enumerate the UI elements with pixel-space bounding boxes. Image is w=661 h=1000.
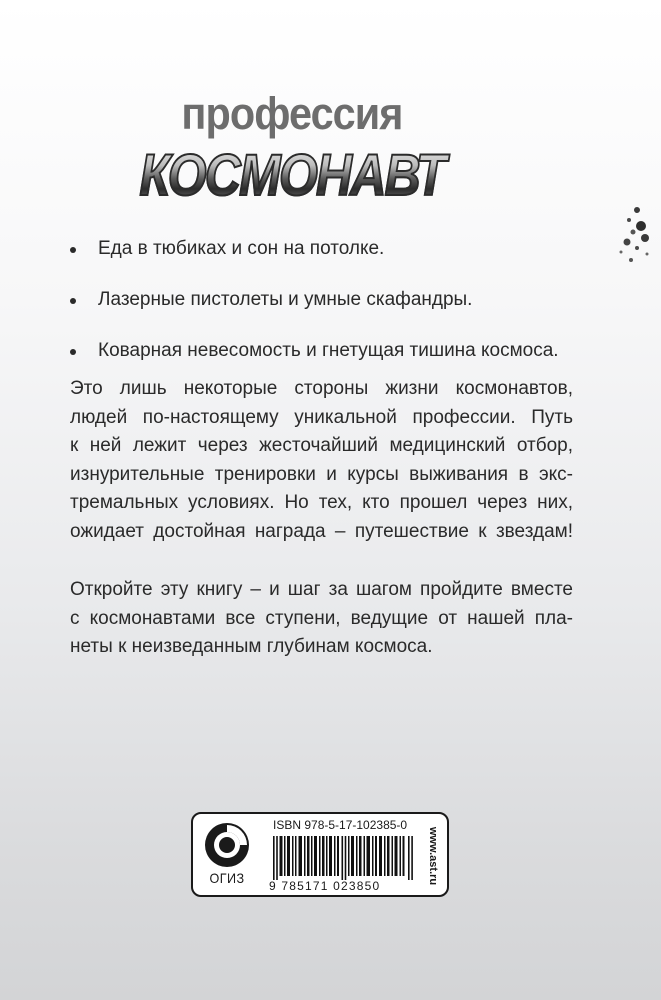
list-item [70,287,630,313]
title-cosmonaut: КОСМОНАВТ [41,142,543,209]
text-line: с космонавтами все ступени, ведущие от нашей пла- [70,607,573,629]
publisher-logo-text: ОГИЗ [209,870,245,886]
description-paragraph-2 [70,576,573,662]
website-text: www.ast.ru [427,826,439,886]
bullet-icon [70,349,76,355]
title-profession: профессия [181,88,403,139]
text-line: изнурительные тренировки и курсы выживания в экс- [70,463,573,485]
text-line: ожидает достойная награда – путешествие к звездам! [70,520,573,542]
list-item [70,236,630,262]
barcode-panel [191,812,449,897]
isbn-label: ISBN 978-5-17-102385-0 [273,818,408,832]
barcode-icon [273,836,413,880]
list-item [70,338,630,364]
list-item-text: Еда в тюбиках и сон на потолке. [98,238,385,259]
publisher-logo-icon [203,821,251,869]
bullet-icon [70,247,76,253]
website-label [425,822,441,890]
text-line: к ней лежит через жесточайший медицинский отбор, [70,435,573,457]
feature-list [70,236,630,389]
text-line: людей по-настоящему уникальной профессии. Путь [70,406,573,428]
text-line: Откройте эту книгу – и шаг за шагом пройдите вместе [70,579,573,600]
text-line: неты к неизведанным глубинам космоса. [70,636,433,658]
text-line: Это лишь некоторые стороны жизни космонавтов, [70,378,573,399]
bullet-icon [70,298,76,304]
text-line: тремальных условиях. Но тех, кто прошел через них, [70,492,573,514]
description-paragraph-1 [70,375,573,547]
list-item-text: Лазерные пистолеты и умные скафандры. [98,289,473,310]
list-item-text: Коварная невесомость и гнетущая тишина космоса. [98,340,559,361]
barcode-digits: 9 785171 023850 [269,879,381,893]
